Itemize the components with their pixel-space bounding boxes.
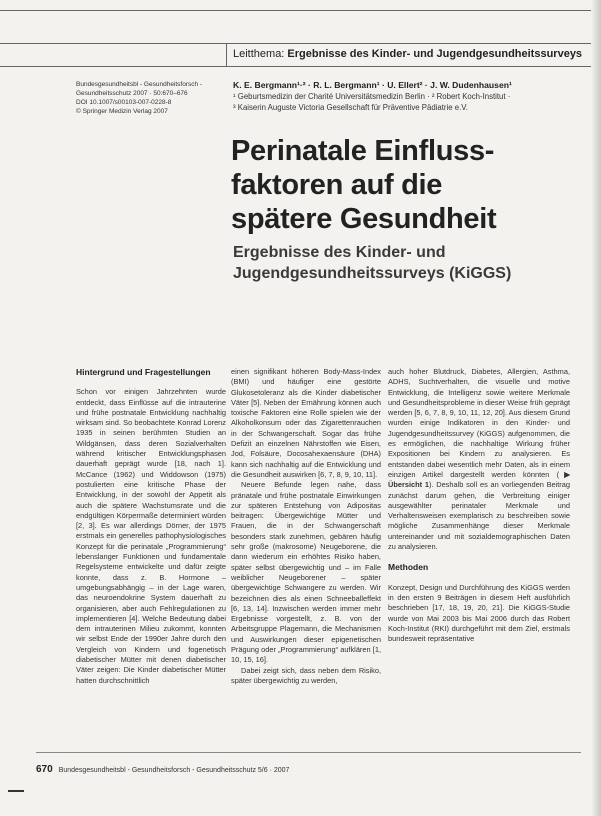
affiliation-line: ¹ Geburtsmedizin der Charité Universitätsmedizin Berlin · ² Robert Koch-Institut · [233, 92, 511, 101]
body-text: ). Deshalb soll es an vorliegenden Beitrag zunächst darum gehen, die Verbreitung einiger ausgewählter perinataler Merkmale und Verhaltensweisen exemplarisch zu beschreiben sowie mögliche Zusammenhänge dieser Merkmale untereinander und mit sozialdemographischen Daten zu analysieren. [388, 480, 570, 552]
body-paragraph [388, 367, 570, 552]
article-subtitle [233, 242, 511, 284]
leitthema-header [233, 48, 582, 60]
header-divider [226, 44, 227, 66]
subtitle-line: Ergebnisse des Kinder- und [233, 244, 446, 261]
body-paragraph: Neuere Befunde legen nahe, dass pränatale und frühe postnatale Einwirkungen zur späteren Entstehung von Adipositas beitragen: Übergewichtige Mütter und Frauen, die in der Schwangerschaft besonders stark zunehmen, gebären häufig sehr große (makrosome) Neugeborene, die dann wiederum ein erhöhtes Risiko haben, später selbst übergewichtig und – im Falle weiblicher Neugeborener – später übergewichtige Schwangere zu werden. Wir bezeichnen dies als einen Schneeballeffekt [6, 13, 14]. Inzwischen werden immer mehr Ergebnisse vorgestellt, z. B. von der Arbeitsgruppe Plagemann, die Mechanismen und Auswirkungen dieser epigenetischen Prägung oder „Programmierung“ aufklären [1, 10, 15, 16]. [231, 480, 381, 665]
title-line: faktoren auf die [231, 169, 443, 201]
journal-info [76, 80, 202, 116]
text-column-2 [231, 367, 381, 686]
article-title [231, 134, 496, 236]
text-column-3 [388, 367, 570, 644]
journal-info-line: Bundesgesundheitsbl - Gesundheitsforsch - [76, 81, 203, 88]
section-heading-background: Hintergrund und Fragestellungen [76, 367, 211, 377]
footer-journal: Bundesgesundheitsbl - Gesundheitsforsch - Gesundheitsschutz 5/6 · 2007 [58, 767, 290, 774]
journal-info-line: © Springer Medizin Verlag 2007 [76, 108, 168, 115]
journal-info-line: DOI 10.1007/s00103-007-0228-8 [76, 99, 172, 106]
page-footer [36, 764, 289, 775]
body-paragraph: Dabei zeigt sich, dass neben dem Risiko, später übergewichtig zu werden, [231, 665, 381, 685]
leitthema-prefix: Leitthema: [233, 48, 288, 60]
section-heading-methods: Methoden [388, 562, 429, 573]
body-text: auch hoher Blutdruck, Diabetes, Allergien, Asthma, ADHS, Suchtverhalten, die visuelle und motive Entwicklung, die Intelligenz sowie weitere Merkmale und Gesundheitsprobleme in dieser Weise früh geprägt werden [5, 6, 7, 8, 9, 10, 11, 12, 20]. Aus diesem Grund wurden einige Indikatoren in den Kinder- und Jugendgesundheitssurvey (KiGGS) aufgenommen, die es ermöglichen, die nachhaltige Wirkung früher Expositionen bei Kindern zu analysieren. Es entstanden dabei wesentlich mehr Daten, als in einem einzigen Artikel dargestellt werden könnten ( [388, 367, 570, 479]
body-paragraph: Schon vor einigen Jahrzehnten wurde entdeckt, dass Einflüsse auf die intrauterine und frühe postnatale Entwicklung nachhaltig wirksam sind. So beobachtete Konrad Lorenz 1935 in seinen berühmten Studien an Wildgänsen, dass deren Sozialverhalten während kritischer Entwicklungsphasen dauerhaft geprägt wurde [18, nach 1]. McCance (1962) und Widdowson (1975) postulierten eine kritische Phase der Entwicklung, in der sowohl der Appetit als auch die spätere Wachstumsrate und die endgültigen Körpermaße determiniert würden [2, 3]. Es war allerdings Dörner, der 1975 erstmals ein generelles pathophysiologisches Konzept für die perinatale „Programmierung“ lebenslanger Funktionen und fundamentale Regelsysteme entwickelte und dafür zeigte konnte, dass z. B. Hormone – umgebungsabhängig – in der Lage waren, das neuroendokrine System dauerhaft zu organisieren, aber auch Fehlregulationen zu implementieren [4]. Welche Bedeutung dabei dem intrauterinen Milieu zukommt, konnten wir selbst Ende der 1990er Jahre durch den Vergleich von Kindern und fogenetisch diabetischer Mütter mit denen diabetischer Väter zeigen: Die Kinder diabetischer Mütter hatten durchschnittlich [76, 387, 226, 685]
subtitle-line: Jugendgesundheitssurveys (KiGGS) [233, 265, 512, 282]
affiliations [233, 92, 510, 113]
leitthema-title: Ergebnisse des Kinder- und Jugendgesundheitssurveys [287, 48, 583, 60]
footer-rule [36, 752, 581, 753]
text-column-1 [76, 367, 226, 686]
author-list: K. E. Bergmann¹·² · R. L. Bergmann¹ · U. Ellert² · J. W. Dudenhausen¹ [233, 80, 512, 90]
scan-shadow [591, 0, 601, 816]
margin-mark [8, 790, 24, 792]
top-rule-1 [0, 10, 601, 11]
title-line: Perinatale Einfluss- [231, 135, 495, 167]
journal-info-line: Gesundheitsschutz 2007 · 50:670–676 [76, 90, 188, 97]
top-rule-3 [0, 66, 601, 67]
top-rule-2 [0, 43, 601, 44]
body-paragraph: Konzept, Design und Durchführung des KiGGS werden in den ersten 9 Beiträgen in diesem Heft ausführlich beschrieben [17, 18, 19, 20, 21]. Die KiGGS-Studie wurde von Mai 2003 bis Mai 2006 durch das Robert Koch-Institut (RKI) durchgeführt mit dem Ziel, erstmals bundesweit repräsentative [388, 582, 570, 644]
title-line: spätere Gesundheit [231, 203, 497, 235]
affiliation-line: ³ Kaiserin Auguste Victoria Gesellschaft für Präventive Pädiatrie e.V. [233, 102, 468, 112]
body-paragraph: einen signifikant höheren Body-Mass-Index (BMI) und häufiger eine gestörte Glukosetoleranz als die Kinder diabetischer Väter [5]. Neben der Ernährung können auch toxische Faktoren eine Rolle spielen wie der Alkoholkonsum oder das Zigarettenrauchen in der Schwangerschaft. Sogar das frühe Defizit an einzelnen Nährstoffen wie Eisen, Jod, Folsäure, Docosahexaensäure (DHA) kann sich nachhaltig auf die Entwicklung und die Gesundheit auswirken [6, 7, 8, 9, 10, 11]. [231, 367, 381, 479]
overview-box-label: Übersicht 1 [388, 480, 429, 490]
overview-box-reference[interactable]: ▶ Übersicht 1 [388, 469, 570, 490]
page-number: 670 [36, 764, 53, 775]
